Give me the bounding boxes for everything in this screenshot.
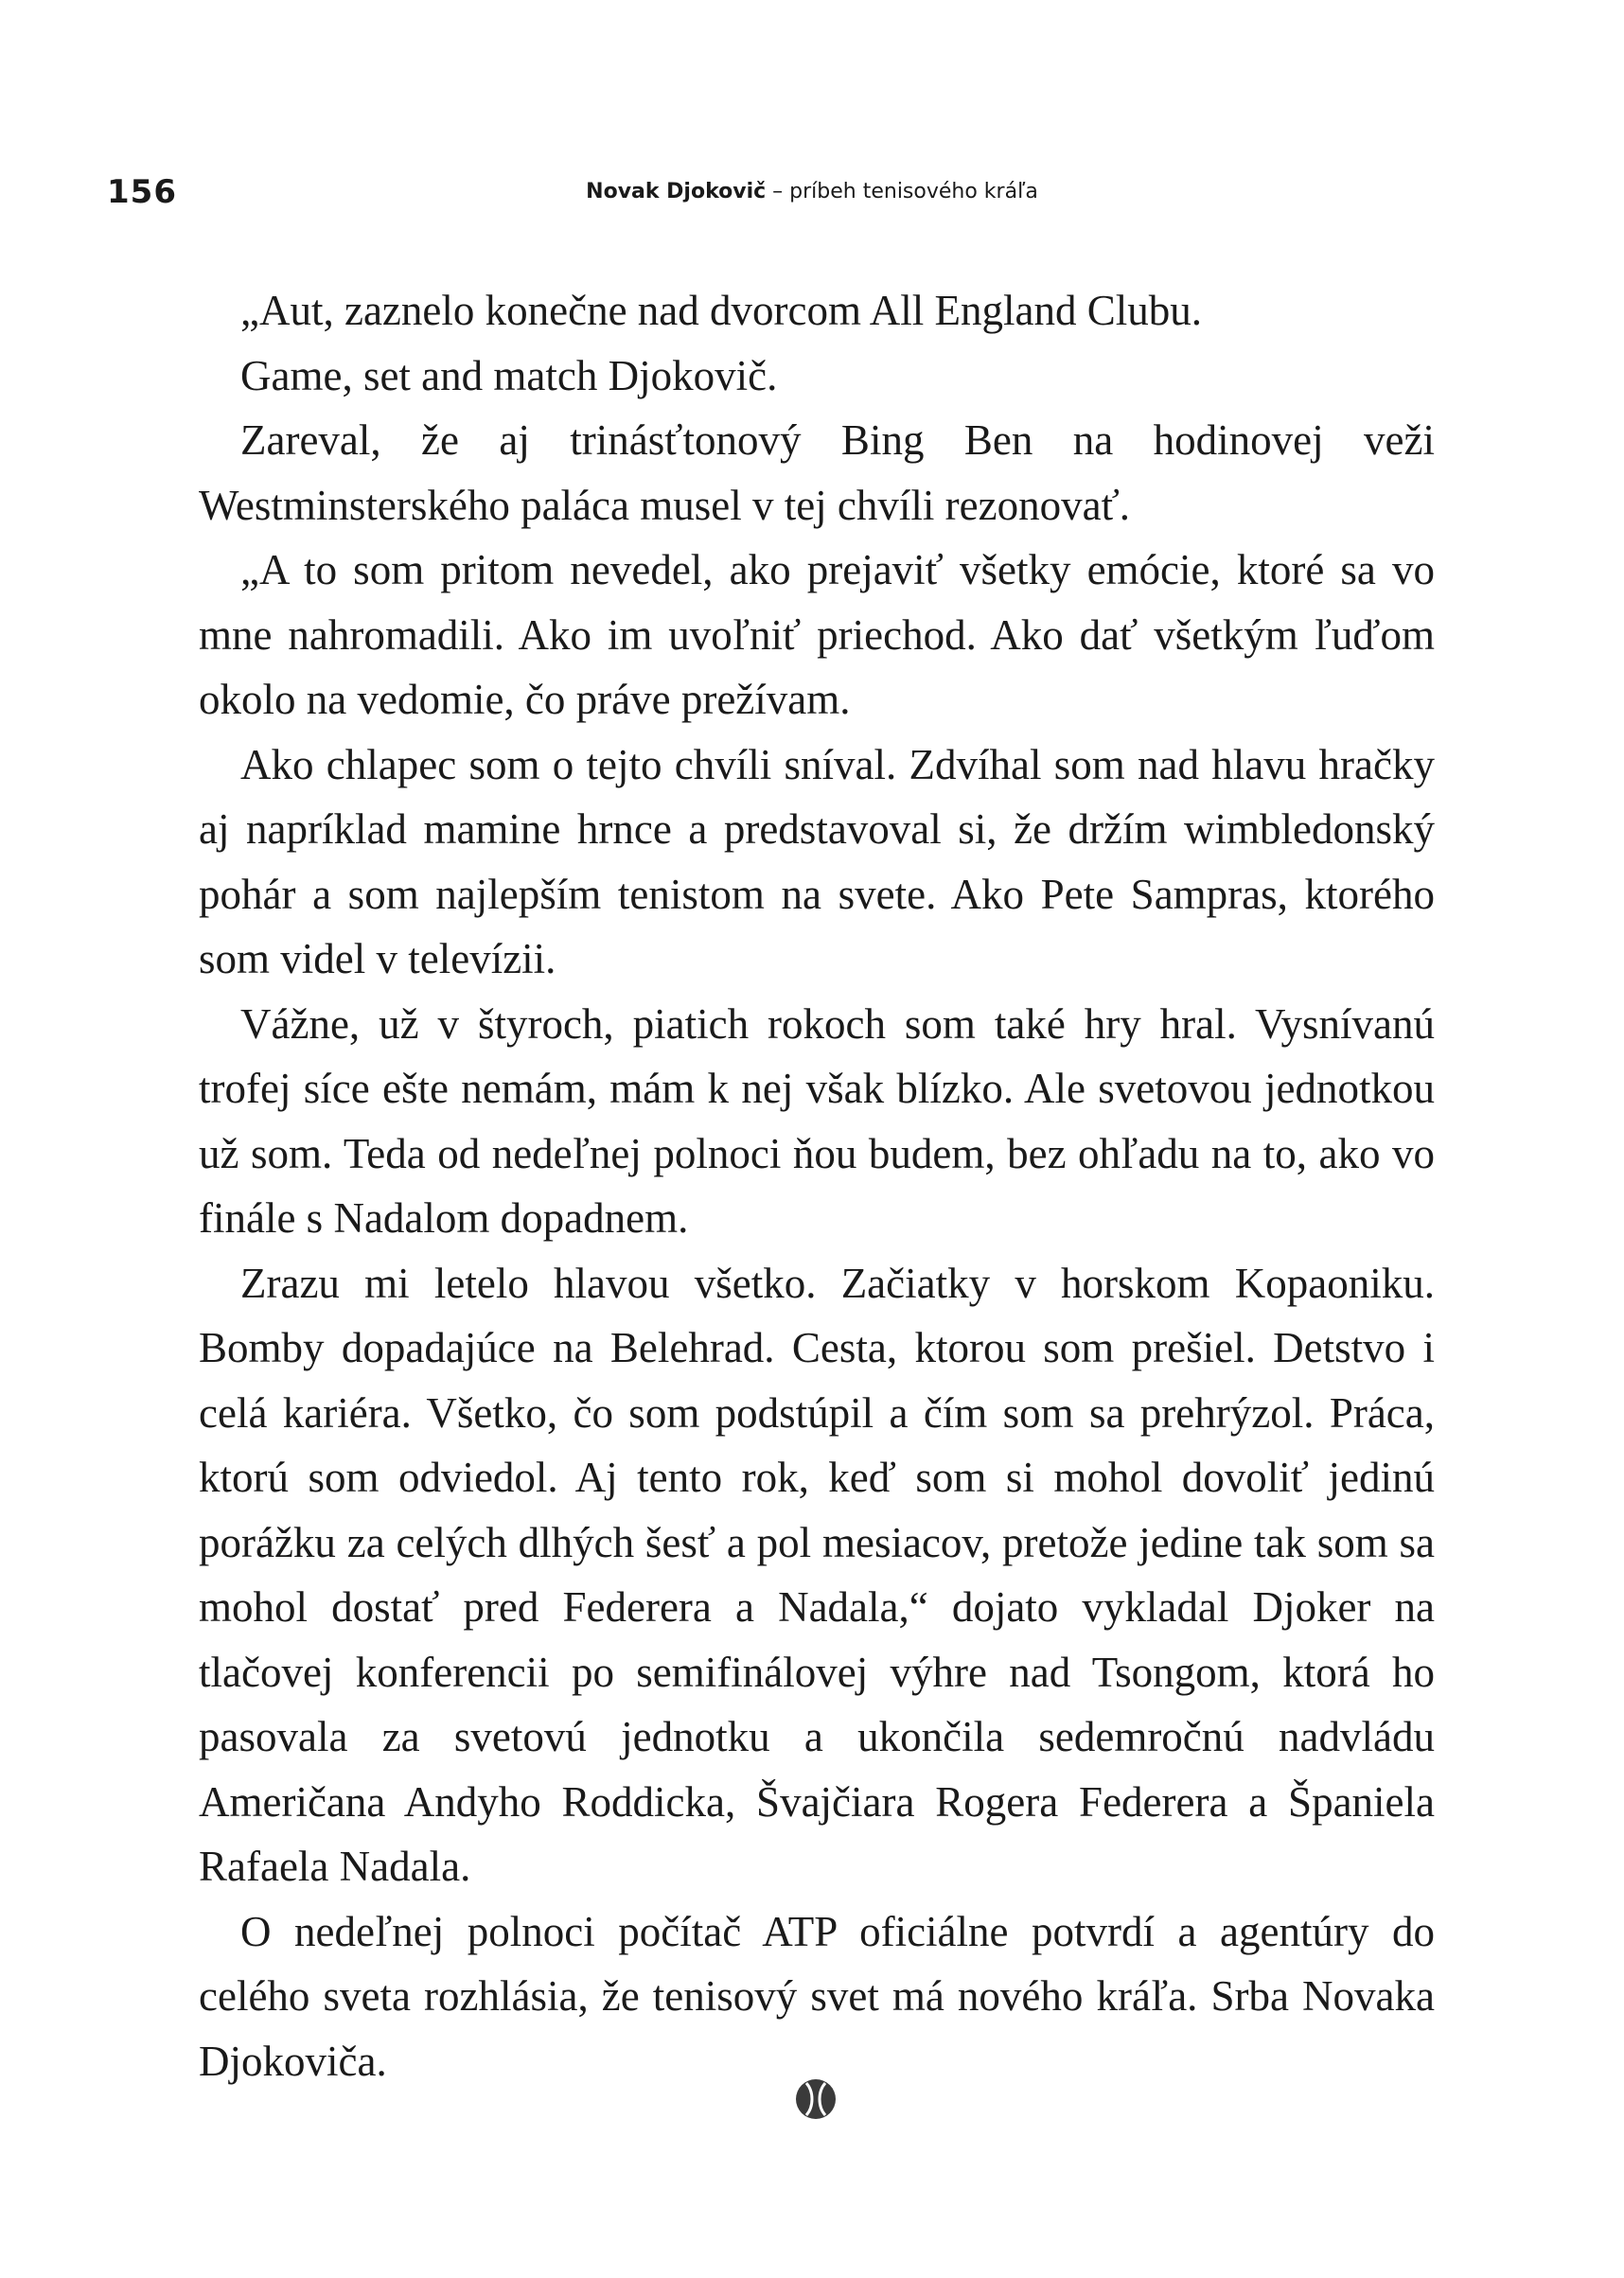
running-head — [0, 180, 1624, 203]
running-head-subtitle: – príbeh tenisového kráľa — [766, 180, 1038, 203]
paragraph: „A to som pritom nevedel, ako prejaviť všetky emócie, ktoré sa vo mne nahromadili. Ako im uvoľniť priechod. Ako dať všetkým ľuďom okolo na vedomie, čo práve prežívam. — [199, 546, 1435, 723]
paragraph: Game, set and match Djokovič. — [240, 351, 778, 399]
paragraph: Ako chlapec som o tejto chvíli sníval. Zdvíhal som nad hlavu hračky aj napríklad mamine hrnce a predstavoval si, že držím wimbledonský pohár a som najlepším tenistom na svete. Ako Pete Sampras, ktorého som videl v televízii. — [199, 740, 1435, 982]
running-head-author: Novak Djokovič — [586, 180, 767, 203]
paragraph: Zrazu mi letelo hlavou všetko. Začiatky v horskom Kopaoniku. Bomby dopadajúce na Belehrad. Cesta, ktorou som prešiel. Detstvo i celá kariéra. Všetko, čo som podstúpil a čím som sa prehrýzol. Práca, ktorú som odviedol. Aj tento rok, keď som si mohol dovoliť jedinú porážku za celých dlhých šesť a pol mesiacov, pretože jedine tak som sa mohol dostať pred Federera a Nadala,“ dojato vykladal Djoker na tlačovej konferencii po semifinálovej výhre nad Tsongom, ktorá ho pasovala za svetovú jednotku a ukončila sedemročnú nadvládu Američana Andyho Roddicka, Švajčiara Rogera Federera a Španiela Rafaela Nadala. — [199, 1259, 1435, 1890]
body-text — [199, 278, 1435, 2093]
paragraph: „Aut, zaznelo konečne nad dvorcom All England Clubu. — [240, 287, 1202, 334]
page-number: 156 — [107, 173, 177, 211]
tennis-ball-icon — [795, 2078, 837, 2120]
paragraph: O nedeľnej polnoci počítač ATP oficiálne potvrdí a agentúry do celého sveta rozhlásia, že tenisový svet má nového kráľa. Srba Novaka Djokoviča. — [199, 1907, 1435, 2085]
paragraph: Vážne, už v štyroch, piatich rokoch som také hry hral. Vysnívanú trofej síce ešte nemám, mám k nej však blízko. Ale svetovou jednotkou už som. Teda od nedeľnej polnoci ňou budem, bez ohľadu na to, ako vo finále s Nadalom dopadnem. — [199, 999, 1435, 1242]
paragraph: Zareval, že aj trinásťtonový Bing Ben na hodinovej veži Westminsterského paláca musel v tej chvíli rezonovať. — [199, 416, 1435, 529]
